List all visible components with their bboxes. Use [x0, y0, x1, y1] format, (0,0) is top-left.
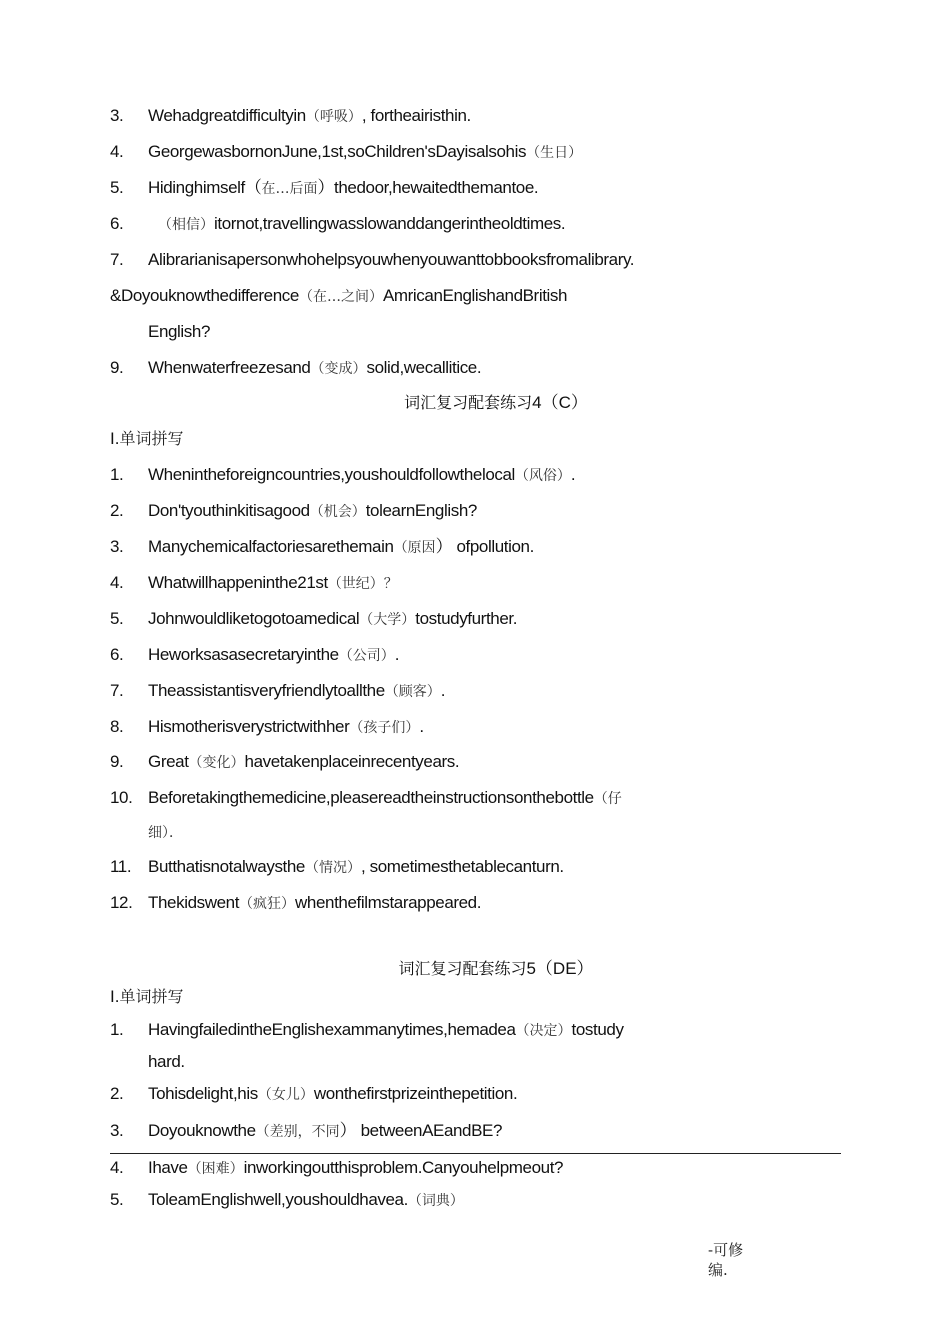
list-item-continuation: English? — [148, 322, 211, 341]
list-item: 5. ToleamEnglishwell,youshouldhavea.（词典） — [110, 1190, 464, 1209]
exercise-heading: 词汇复习配套练习5（DE） — [398, 959, 594, 978]
list-item: 1. Whenintheforeigncountries,youshouldfollowthelocal（风俗）. — [110, 465, 576, 484]
list-item: 6. （相信）itornot,travellingwasslowanddangerintheoldtimes. — [110, 214, 566, 233]
list-item: 11. Butthatisnotalwaysthe（情况）, sometimesthetablecanturn. — [110, 857, 564, 876]
list-item: 1. HavingfailedintheEnglishexammanytimes,hemadea（决定）tostudy — [110, 1020, 624, 1039]
list-item: 10. Beforetakingthemedicine,pleasereadtheinstructionsonthebottle（仔 — [110, 788, 622, 807]
list-item: 9. Great（变化）havetakenplaceinrecentyears. — [110, 752, 460, 771]
list-item: 3. Doyouknowthe（差别，不同） betweenAEandBE? — [110, 1121, 503, 1140]
list-item: 4. Whatwillhappeninthe21st（世纪）？ — [110, 573, 398, 592]
page-footer: -可修 编. — [708, 1241, 744, 1279]
list-item: 2. Don'tyouthinkitisagood（机会）tolearnEnglish? — [110, 501, 477, 520]
list-item: 3. Wehadgreatdifficultyin（呼吸）, fortheairisthin. — [110, 106, 471, 125]
list-item: 8. Hismotherisverystrictwithher（孩子们）. — [110, 717, 424, 736]
list-item: 5. Hidinghimself（在…后面）thedoor,hewaitedthemantoe. — [110, 178, 539, 197]
list-item: &Doyouknowthedifference（在…之间）AmricanEnglishandBritish — [110, 286, 568, 305]
list-item: 7. Theassistantisveryfriendlytoallthe（顾客）. — [110, 681, 446, 700]
list-item: 4. GeorgewasbornonJune,1st,soChildren'sDayisalsohis（生日） — [110, 142, 583, 161]
list-item: 3. Manychemicalfactoriesarethemain（原因） ofpollution. — [110, 537, 534, 556]
list-item: 12. Thekidswent（疯狂）whenthefilmstarappeared. — [110, 893, 482, 912]
list-item: 6. Heworksasasecretaryinthe（公司）. — [110, 645, 400, 664]
exercise-heading: 词汇复习配套练习4（C） — [404, 393, 588, 412]
list-item-continuation: hard. — [148, 1052, 185, 1071]
list-item: 5. Johnwouldliketogotoamedical（大学）tostudyfurther. — [110, 609, 518, 628]
list-item: 2. Tohisdelight,his（女儿）wonthefirstprizeinthepetition. — [110, 1084, 518, 1103]
section-title: I.单词拼写 — [110, 987, 184, 1006]
list-item: 7. Alibrarianisapersonwhohelpsyouwhenyouwanttobbooksfromalibrary. — [110, 250, 635, 269]
list-item-continuation: 细）． — [148, 825, 183, 841]
list-item: 9. Whenwaterfreezesand（变成）solid,wecallitice. — [110, 358, 482, 377]
list-item: 4. Ihave（困难）inworkingoutthisproblem.Canyouhelpmeout? — [110, 1158, 564, 1177]
section-title: I.单词拼写 — [110, 429, 184, 448]
